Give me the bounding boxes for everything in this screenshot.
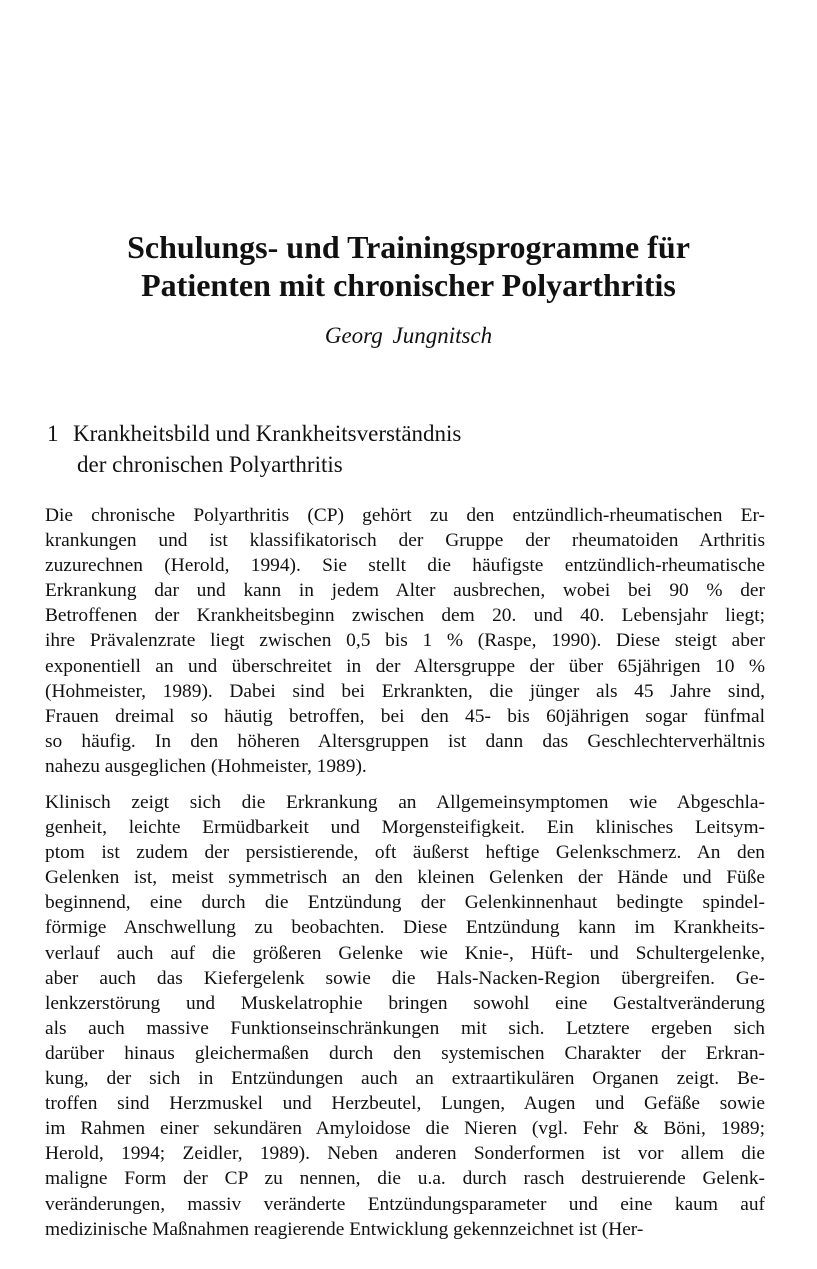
paragraph-line: nahezu ausgeglichen (Hohmeister, 1989). (45, 755, 367, 777)
paragraph-line: veränderungen, massiv veränderte Entzündungsparameter und eine kaum auf (45, 1193, 765, 1215)
paragraph-line: verlauf auch auf die größeren Gelenke wie Knie-, Hüft- und Schultergelenke, (45, 942, 765, 964)
author-name: Georg Jungnitsch (324, 323, 493, 348)
paragraph-line: Herold, 1994; Zeidler, 1989). Neben anderen Sonderformen ist vor allem die (45, 1143, 765, 1165)
paragraph-line: Gelenken ist, meist symmetrisch an den kleinen Gelenken der Hände und Füße (45, 867, 765, 889)
paragraph-line: kung, der sich in Entzündungen auch an extraartikulären Organen zeigt. Be- (45, 1068, 765, 1090)
paragraph-line: Erkrankung dar und kann in jedem Alter ausbrechen, wobei bei 90 % der (45, 580, 765, 602)
paragraph-line: troffen sind Herzmuskel und Herzbeutel, Lungen, Augen und Gefäße sowie (45, 1093, 765, 1115)
body-paragraph-2 (45, 790, 765, 1242)
paragraph-line: aber auch das Kiefergelenk sowie die Hals-Nacken-Region übergreifen. Ge- (45, 967, 765, 989)
paragraph-line: lenkzerstörung und Muskelatrophie bringen sowohl eine Gestaltveränderung (45, 992, 765, 1014)
paragraph-line: ptom ist zudem der persistierende, oft äußerst heftige Gelenkschmerz. An den (45, 842, 765, 864)
paragraph-line: beginnend, eine durch die Entzündung der Gelenkinnenhaut bedingte spindel- (45, 892, 765, 914)
paragraph-line: so häufig. In den höheren Altersgruppen ist dann das Geschlechterverhältnis (45, 730, 765, 752)
paragraph-line: ihre Prävalenzrate liegt zwischen 0,5 bis 1 % (Raspe, 1990). Diese steigt aber (45, 630, 765, 652)
paragraph-line: förmige Anschwellung zu beobachten. Diese Entzündung kann im Krankheits- (45, 917, 765, 939)
paragraph-line: darüber hinaus gleichermaßen durch den systemischen Charakter der Erkran- (45, 1042, 765, 1064)
paragraph-line: genheit, leichte Ermüdbarkeit und Morgensteifigkeit. Ein klinisches Leitsym- (45, 817, 765, 839)
paragraph-line: krankungen und ist klassifikatorisch der Gruppe der rheumatoiden Arthritis (45, 530, 765, 552)
section-number: 1 (47, 421, 59, 446)
section-heading (47, 418, 461, 480)
section-title-line-2: der chronischen Polyarthritis (77, 452, 343, 477)
paragraph-line: (Hohmeister, 1989). Dabei sind bei Erkrankten, die jünger als 45 Jahre sind, (45, 680, 765, 702)
paragraph-line: Die chronische Polyarthritis (CP) gehört zu den entzündlich-rheumatischen Er- (45, 505, 765, 526)
paragraph-line: zuzurechnen (Herold, 1994). Sie stellt die häufigste entzündlich-rheumatische (45, 555, 765, 577)
paragraph-line: Betroffenen der Krankheitsbeginn zwischen dem 20. und 40. Lebensjahr liegt; (45, 605, 765, 627)
article-title (40, 228, 777, 304)
paragraph-line: Frauen dreimal so häutig betroffen, bei den 45- bis 60jährigen sogar fünfmal (45, 705, 765, 727)
article-title-line-2: Patienten mit chronischer Polyarthritis (141, 267, 676, 303)
section-title-line-1: Krankheitsbild und Krankheitsverständnis (73, 421, 462, 446)
body-paragraph-1 (45, 503, 765, 779)
paragraph-line: exponentiell an und überschreitet in der Altersgruppe der über 65jährigen 10 % (45, 655, 765, 677)
article-title-line-1: Schulungs- und Trainingsprogramme für (127, 229, 690, 265)
paragraph-line: maligne Form der CP zu nennen, die u.a. durch rasch destruierende Gelenk- (45, 1168, 765, 1190)
paragraph-line: medizinische Maßnahmen reagierende Entwicklung gekennzeichnet ist (Her- (45, 1218, 644, 1240)
paragraph-line: Klinisch zeigt sich die Erkrankung an Allgemeinsymptomen wie Abgeschla- (45, 792, 765, 813)
paragraph-line: als auch massive Funktionseinschränkungen mit sich. Letztere ergeben sich (45, 1017, 765, 1039)
paragraph-line: im Rahmen einer sekundären Amyloidose die Nieren (vgl. Fehr & Böni, 1989; (45, 1118, 765, 1140)
